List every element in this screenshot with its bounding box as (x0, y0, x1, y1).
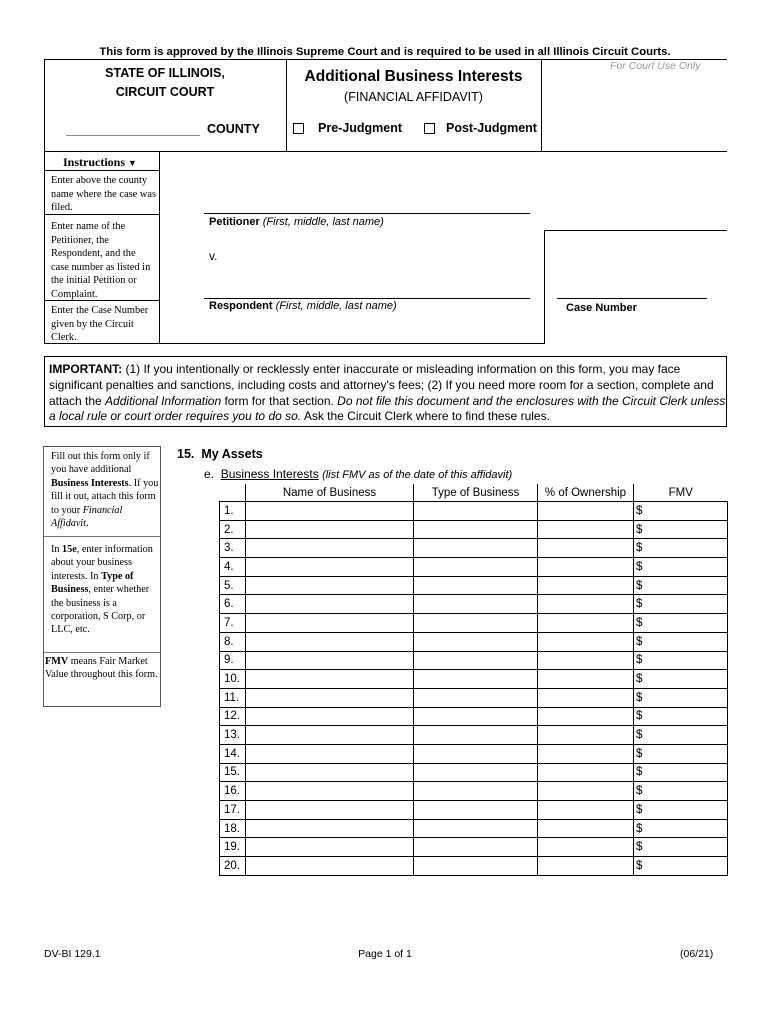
table-row (220, 502, 728, 521)
row-number: 16. (220, 782, 246, 801)
business-type-cell[interactable] (414, 670, 538, 689)
ownership-percent-cell[interactable] (538, 782, 634, 801)
business-type-cell[interactable] (414, 707, 538, 726)
table-row (220, 782, 728, 801)
business-name-cell[interactable] (246, 502, 414, 521)
ownership-percent-cell[interactable] (538, 595, 634, 614)
table-row (220, 688, 728, 707)
business-name-cell[interactable] (246, 614, 414, 633)
row-number: 13. (220, 726, 246, 745)
business-type-cell[interactable] (414, 558, 538, 577)
business-type-cell[interactable] (414, 726, 538, 745)
ownership-percent-cell[interactable] (538, 857, 634, 876)
instruction-case-number: Enter the Case Number given by the Circuit Clerk. (51, 305, 149, 344)
table-row (220, 539, 728, 558)
note-text: , enter whether the business is a corporation, S Corp, or LLC, etc. (51, 584, 150, 636)
note-text: , enter information about your business interests. In (51, 544, 153, 582)
fmv-cell[interactable]: $ (634, 520, 728, 539)
row-number: 20. (220, 857, 246, 876)
note-bold: Type of Business (51, 570, 134, 596)
post-judgment-label: Post-Judgment (446, 121, 537, 135)
row-number: 2. (220, 520, 246, 539)
note-text: . (86, 518, 89, 530)
business-type-cell[interactable] (414, 763, 538, 782)
ownership-percent-cell[interactable] (538, 614, 634, 633)
important-label: IMPORTANT: (49, 362, 123, 376)
respondent-label (209, 300, 397, 312)
row-number: 11. (220, 688, 246, 707)
table-row (220, 614, 728, 633)
note-bold: Business Interests (51, 477, 129, 489)
instructions-heading-text: Instructions (63, 155, 126, 169)
ownership-percent-cell[interactable] (538, 558, 634, 577)
business-name-cell[interactable] (246, 670, 414, 689)
row-number: 4. (220, 558, 246, 577)
row-number: 8. (220, 632, 246, 651)
row-number: 19. (220, 838, 246, 857)
court-use-label: For Court Use Only (610, 60, 701, 72)
sidebar-note-15e (51, 543, 159, 637)
row-number: 15. (220, 763, 246, 782)
table-row (220, 801, 728, 820)
row-number: 9. (220, 651, 246, 670)
table-row (220, 520, 728, 539)
fmv-cell[interactable]: $ (634, 595, 728, 614)
business-name-cell[interactable] (246, 595, 414, 614)
business-type-cell[interactable] (414, 819, 538, 838)
table-row (220, 763, 728, 782)
business-name-cell[interactable] (246, 744, 414, 763)
fmv-cell[interactable]: $ (634, 502, 728, 521)
fmv-cell[interactable]: $ (634, 576, 728, 595)
row-number: 14. (220, 744, 246, 763)
business-name-cell[interactable] (246, 576, 414, 595)
business-type-cell[interactable] (414, 801, 538, 820)
revision-date: (06/21) (680, 948, 714, 960)
ownership-percent-cell[interactable] (538, 651, 634, 670)
fmv-cell[interactable]: $ (634, 819, 728, 838)
fmv-cell[interactable]: $ (634, 670, 728, 689)
row-number: 3. (220, 539, 246, 558)
instruction-county: Enter above the county name where the case was filed. (51, 175, 157, 214)
business-type-cell[interactable] (414, 632, 538, 651)
respondent-input-line[interactable] (204, 298, 530, 299)
business-name-cell[interactable] (246, 632, 414, 651)
note-bold: FMV (45, 656, 69, 667)
respondent-hint: (First, middle, last name) (275, 300, 397, 312)
ownership-percent-cell[interactable] (538, 801, 634, 820)
business-type-cell[interactable] (414, 688, 538, 707)
sidebar-note-fmv (45, 655, 161, 682)
business-type-cell[interactable] (414, 595, 538, 614)
fmv-cell[interactable]: $ (634, 782, 728, 801)
business-name-cell[interactable] (246, 857, 414, 876)
petitioner-input-line[interactable] (204, 213, 530, 214)
ownership-percent-cell[interactable] (538, 707, 634, 726)
important-text-1: (1) If you intentionally or recklessly enter inaccurate or misleading information on this form, you may face significant penalties and sanctions, including costs and attorney's fees; (2) If you need more room for a section, complete and attach the (49, 362, 714, 408)
ownership-percent-cell[interactable] (538, 726, 634, 745)
note-text: . If you fill it out, attach this form to your (51, 477, 159, 516)
approval-notice: This form is approved by the Illinois Supreme Court and is required to be used in all Illinois Circuit Courts. (99, 46, 671, 58)
business-type-cell[interactable] (414, 782, 538, 801)
business-interests-table (219, 484, 728, 876)
business-type-cell[interactable] (414, 857, 538, 876)
fmv-cell[interactable]: $ (634, 614, 728, 633)
note-text: means Fair Market Value throughout this form. (45, 656, 158, 681)
note-text: Fill out this form only if you have additional (51, 451, 150, 476)
business-name-cell[interactable] (246, 520, 414, 539)
business-name-cell[interactable] (246, 707, 414, 726)
fmv-cell[interactable]: $ (634, 801, 728, 820)
form-title: Additional Business Interests (304, 68, 523, 85)
fmv-cell[interactable]: $ (634, 688, 728, 707)
column-header-type: Type of Business (414, 484, 538, 502)
row-number: 10. (220, 670, 246, 689)
business-name-cell[interactable] (246, 726, 414, 745)
sub-label: Business Interests (220, 467, 319, 481)
ownership-percent-cell[interactable] (538, 502, 634, 521)
row-number: 5. (220, 576, 246, 595)
business-name-cell[interactable] (246, 651, 414, 670)
business-type-cell[interactable] (414, 744, 538, 763)
row-number: 18. (220, 819, 246, 838)
table-row (220, 707, 728, 726)
table-row (220, 558, 728, 577)
section-subtitle (204, 467, 512, 481)
business-name-cell[interactable] (246, 539, 414, 558)
ownership-percent-cell[interactable] (538, 632, 634, 651)
important-text-3: Ask the Circuit Clerk where to find these rules. (301, 409, 550, 424)
petitioner-hint: (First, middle, last name) (262, 216, 384, 228)
petitioner-label (209, 216, 384, 228)
state-label: STATE OF ILLINOIS, (105, 66, 225, 80)
fmv-cell[interactable]: $ (634, 632, 728, 651)
instruction-names: Enter name of the Petitioner, the Respondent, and the case number as listed in the initial Petition or Complaint. (51, 221, 151, 300)
sub-hint: (list FMV as of the date of this affidavit) (322, 469, 513, 481)
row-number: 6. (220, 595, 246, 614)
important-text-2: form for that section. (221, 393, 338, 408)
row-number: 17. (220, 801, 246, 820)
row-number: 1. (220, 502, 246, 521)
important-notice (44, 356, 727, 427)
case-number-input-line[interactable] (557, 298, 707, 299)
court-label: CIRCUIT COURT (115, 85, 215, 99)
fmv-cell[interactable]: $ (634, 744, 728, 763)
business-type-cell[interactable] (414, 520, 538, 539)
table-row (220, 576, 728, 595)
page-number: Page 1 of 1 (358, 948, 412, 960)
ownership-percent-cell[interactable] (538, 744, 634, 763)
column-header-name: Name of Business (246, 484, 414, 502)
business-type-cell[interactable] (414, 576, 538, 595)
section-title: 15. My Assets (177, 447, 263, 461)
business-type-cell[interactable] (414, 502, 538, 521)
ownership-percent-cell[interactable] (538, 576, 634, 595)
fmv-cell[interactable]: $ (634, 539, 728, 558)
ownership-percent-cell[interactable] (538, 838, 634, 857)
table-row (220, 838, 728, 857)
ownership-percent-cell[interactable] (538, 670, 634, 689)
county-label: COUNTY (207, 122, 260, 136)
fmv-cell[interactable]: $ (634, 558, 728, 577)
business-type-cell[interactable] (414, 651, 538, 670)
business-type-cell[interactable] (414, 614, 538, 633)
post-judgment-checkbox[interactable] (424, 123, 435, 134)
sub-letter: e. (204, 467, 215, 481)
table-header (220, 484, 728, 502)
case-number-label: Case Number (566, 302, 637, 314)
business-name-cell[interactable] (246, 558, 414, 577)
ownership-percent-cell[interactable] (538, 688, 634, 707)
fmv-cell[interactable]: $ (634, 763, 728, 782)
business-name-cell[interactable] (246, 838, 414, 857)
table-row (220, 744, 728, 763)
business-name-cell[interactable] (246, 782, 414, 801)
business-name-cell[interactable] (246, 801, 414, 820)
table-row (220, 857, 728, 876)
column-header-ownership: % of Ownership (538, 484, 634, 502)
fmv-cell[interactable]: $ (634, 838, 728, 857)
form-id: DV-BI 129.1 (44, 948, 101, 960)
business-type-cell[interactable] (414, 539, 538, 558)
business-name-cell[interactable] (246, 688, 414, 707)
row-number: 7. (220, 614, 246, 633)
respondent-label-text: Respondent (209, 300, 273, 312)
versus-label: v. (209, 249, 218, 263)
fmv-cell[interactable]: $ (634, 707, 728, 726)
business-name-cell[interactable] (246, 763, 414, 782)
column-header-number (220, 484, 246, 502)
instructions-heading[interactable] (63, 155, 137, 170)
sidebar-note-form-usage (51, 450, 159, 530)
table-row (220, 726, 728, 745)
fmv-cell[interactable]: $ (634, 651, 728, 670)
note-italic: Financial Affidavit (51, 504, 123, 530)
caret-down-icon: ▼ (128, 158, 137, 168)
fmv-cell[interactable]: $ (634, 726, 728, 745)
ownership-percent-cell[interactable] (538, 539, 634, 558)
petitioner-label-text: Petitioner (209, 216, 260, 228)
business-name-cell[interactable] (246, 819, 414, 838)
county-input-line[interactable] (66, 135, 200, 136)
column-header-fmv: FMV (634, 484, 728, 502)
form-subtitle: (FINANCIAL AFFIDAVIT) (344, 90, 483, 104)
fmv-cell[interactable]: $ (634, 857, 728, 876)
table-row (220, 670, 728, 689)
row-number: 12. (220, 707, 246, 726)
additional-information-form-name: Additional Information (105, 393, 222, 408)
ownership-percent-cell[interactable] (538, 819, 634, 838)
note-bold: 15e (62, 544, 77, 555)
table-row (220, 651, 728, 670)
important-warning: Do not file this document and the enclosures with the Circuit Clerk unless a local rule or court order requires you to do so. (49, 393, 726, 424)
table-row (220, 595, 728, 614)
table-row (220, 819, 728, 838)
ownership-percent-cell[interactable] (538, 520, 634, 539)
pre-judgment-label: Pre-Judgment (318, 121, 403, 135)
note-text: In (51, 544, 63, 555)
business-type-cell[interactable] (414, 838, 538, 857)
table-row (220, 632, 728, 651)
ownership-percent-cell[interactable] (538, 763, 634, 782)
pre-judgment-checkbox[interactable] (293, 123, 304, 134)
